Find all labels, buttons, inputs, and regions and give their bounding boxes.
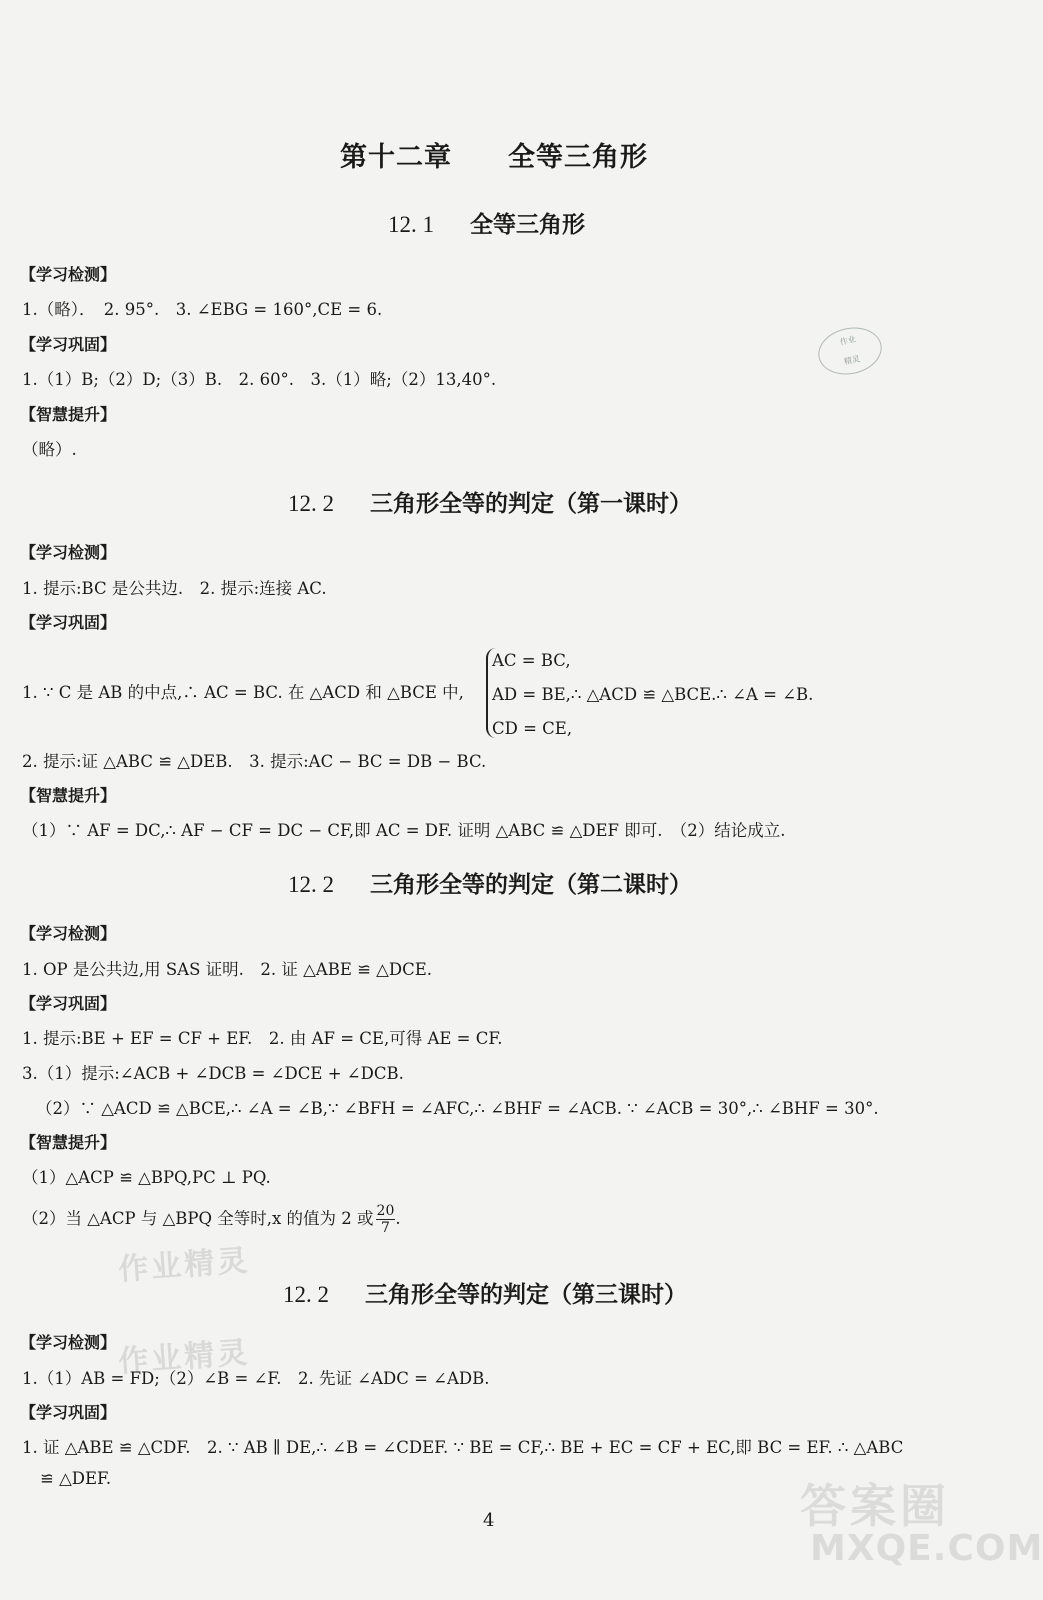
answer-line: 1. ∵ C 是 AB 的中点,∴ AC = BC. 在 △ACD 和 △BCE 中, [22,683,464,702]
subheading: 【智慧提升】 [20,1133,117,1152]
stamp-seal: 作业 精灵 [814,322,886,380]
answer-line: 1. 提示:BC 是公共边. 2. 提示:连接 AC. [22,579,327,598]
subheading: 【学习检测】 [20,265,117,284]
fraction-numerator: 20 [376,1203,395,1219]
equation-row: AC = BC, [492,651,571,670]
section-title: 全等三角形 [470,212,585,238]
answer-line: 1.（略）． 2. 95°. 3. ∠EBG = 160°,CE = 6. [22,300,383,319]
section-number: 12. 1 [388,212,434,237]
section-heading [283,1276,687,1309]
subheading: 【学习巩固】 [20,1403,117,1422]
subheading: 【学习巩固】 [20,994,117,1013]
watermark: 作业精灵 [117,1335,252,1380]
section-heading [288,866,692,899]
equation-system [492,644,813,746]
subheading: 【学习检测】 [20,924,117,943]
equation-row: CD = CE, [492,719,573,738]
page-number: 4 [483,1510,495,1531]
subheading: 【学习巩固】 [20,335,117,354]
section-heading [288,485,692,518]
equation-row: AD = BE,∴ △ACD ≌ △BCE.∴ ∠A = ∠B. [492,685,814,704]
answer-line: 2. 提示:证 △ABC ≌ △DEB. 3. 提示:AC − BC = DB − BC. [22,752,487,771]
answer-line: ≌ △DEF. [40,1469,112,1488]
subheading: 【学习巩固】 [20,613,117,632]
subheading: 【智慧提升】 [20,786,117,805]
logo-main-text: 答案圈 [800,1479,950,1533]
answer-text: （2）当 △ACP 与 △BPQ 全等时,x 的值为 2 或 [22,1209,374,1228]
answer-line: （1）△ACP ≌ △BPQ,PC ⊥ PQ. [22,1168,271,1187]
fraction [376,1203,396,1236]
answer-line [22,1203,401,1236]
section-number: 12. 2 [288,491,334,516]
answer-line: 1.（1）B;（2）D;（3）B. 2. 60°. 3.（1）略;（2）13,40°. [22,370,497,389]
answer-line: 1.（1）AB = FD;（2）∠B = ∠F. 2. 先证 ∠ADC = ∠ADB. [22,1369,490,1388]
logo-sub-text: MXQE.COM [810,1528,1043,1569]
watermark: 作业精灵 [117,1243,252,1288]
section-title: 三角形全等的判定（第二课时） [370,872,692,898]
chapter-title: 第十二章 全等三角形 [340,142,648,173]
section-heading [388,206,585,239]
section-title: 三角形全等的判定（第一课时） [370,491,692,517]
section-number: 12. 2 [288,872,334,897]
period: . [395,1209,401,1228]
subheading: 【学习检测】 [20,543,117,562]
subheading: 【智慧提升】 [20,405,117,424]
answer-line: 1. 提示:BE + EF = CF + EF. 2. 由 AF = CE,可得 AE = CF. [22,1029,503,1048]
answer-line: 3.（1）提示:∠ACB + ∠DCB = ∠DCE + ∠DCB. [22,1064,404,1083]
section-number: 12. 2 [283,1282,329,1307]
answer-line: （略）. [22,440,77,459]
answer-line: 1. 证 △ABE ≌ △CDF. 2. ∵ AB ∥ DE,∴ ∠B = ∠CDEF. ∵ BE = CF,∴ BE + EC = CF + EC,即 BC = EF. ∴ △ABC [22,1438,904,1457]
answer-line: （1）∵ AF = DC,∴ AF − CF = DC − CF,即 AC = DF. 证明 △ABC ≌ △DEF 即可. （2）结论成立. [22,821,786,840]
subheading: 【学习检测】 [20,1333,117,1352]
section-title: 三角形全等的判定（第三课时） [365,1282,687,1308]
site-logo [790,1470,1043,1585]
answer-line: （2）∵ △ACD ≌ △BCE,∴ ∠A = ∠B,∵ ∠BFH = ∠AFC,∴ ∠BHF = ∠ACB. ∵ ∠ACB = 30°,∴ ∠BHF = 30°. [36,1099,879,1118]
answer-line: 1. OP 是公共边,用 SAS 证明. 2. 证 △ABE ≌ △DCE. [22,960,433,979]
fraction-denominator: 7 [381,1220,390,1236]
